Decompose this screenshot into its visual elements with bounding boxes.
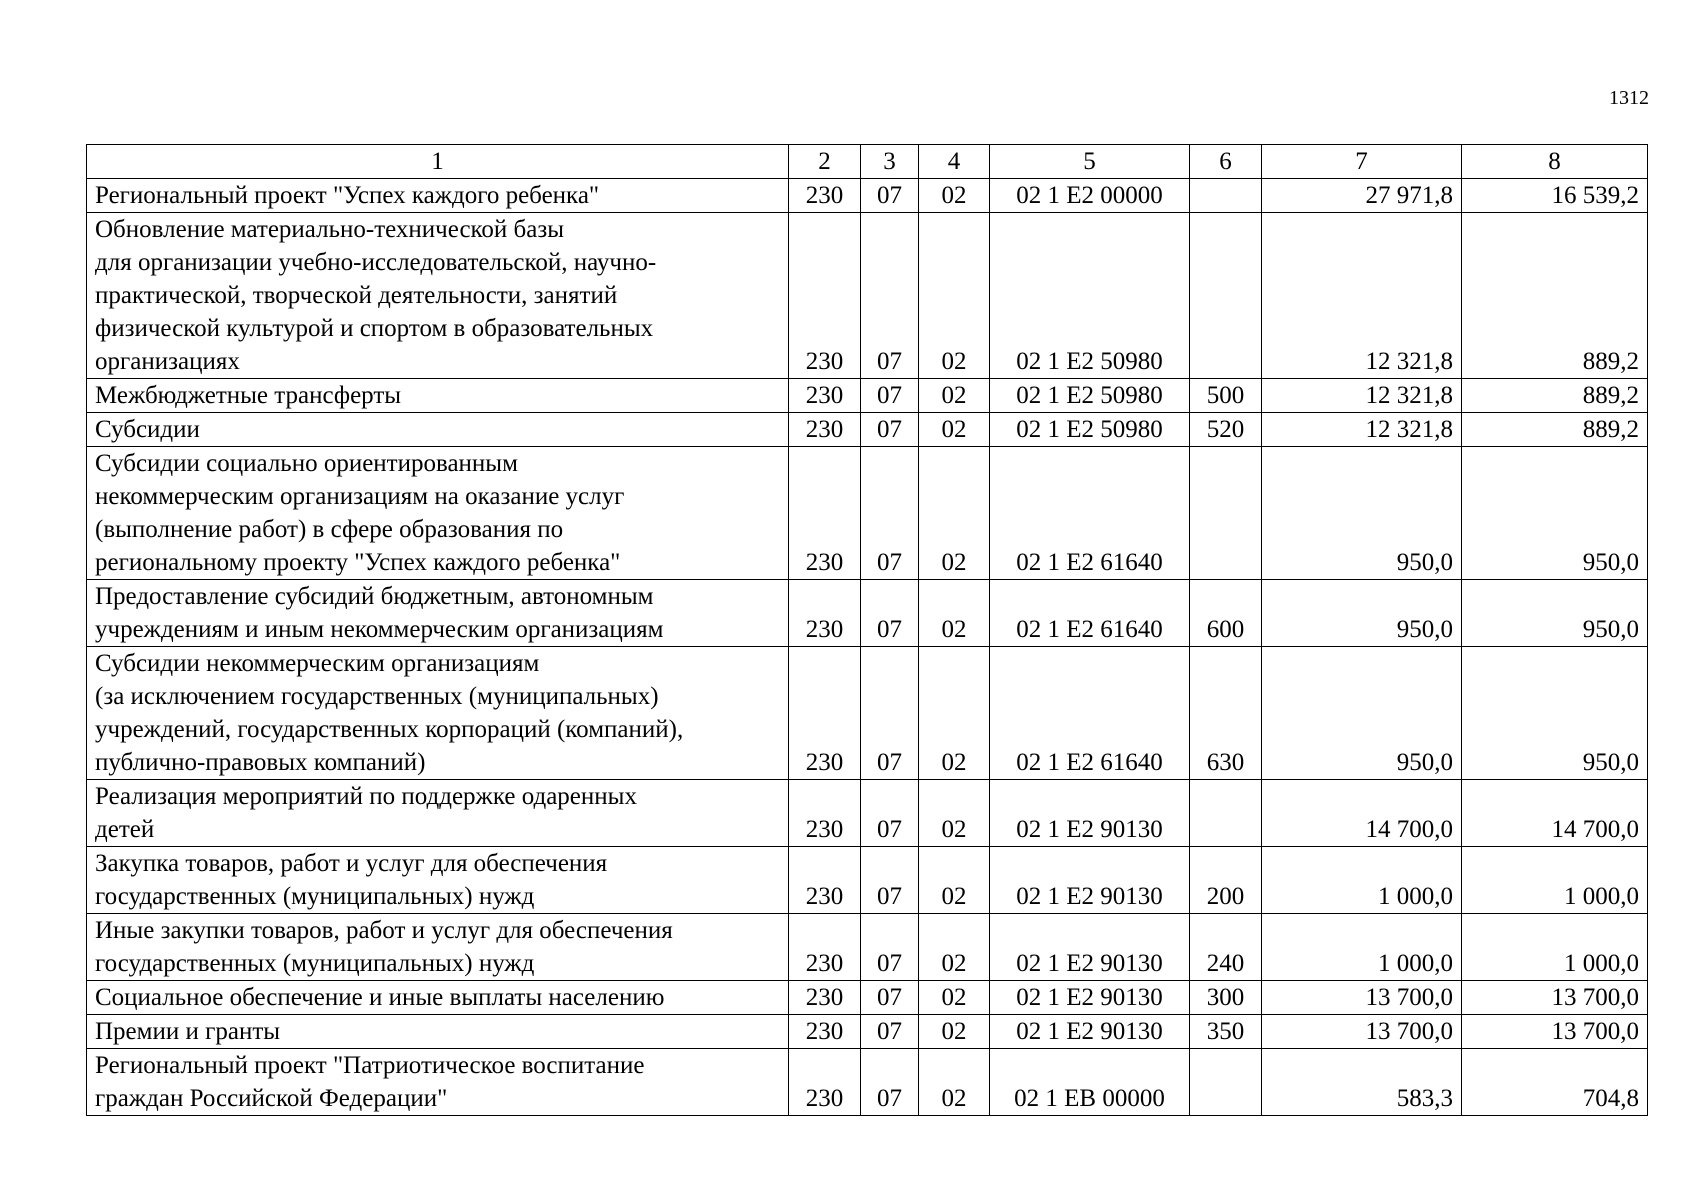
cell-amount-1: 12 321,8 — [1262, 413, 1462, 447]
table-row — [87, 213, 1648, 379]
cell-amount-2: 13 700,0 — [1462, 1015, 1648, 1049]
row-name: Региональный проект "Патриотическое воспитание граждан Российской Федерации" — [87, 1049, 789, 1116]
cell-amount-1: 1 000,0 — [1262, 914, 1462, 981]
cell-amount-1: 13 700,0 — [1262, 981, 1462, 1015]
cell-expense-type — [1190, 780, 1262, 847]
column-header: 1 — [87, 145, 789, 179]
table-row — [87, 379, 1648, 413]
cell-section: 07 — [861, 179, 919, 213]
cell-subsection: 02 — [919, 914, 990, 981]
cell-amount-2: 13 700,0 — [1462, 981, 1648, 1015]
cell-amount-2: 14 700,0 — [1462, 780, 1648, 847]
cell-amount-2: 889,2 — [1462, 413, 1648, 447]
cell-amount-1: 583,3 — [1262, 1049, 1462, 1116]
table-row — [87, 179, 1648, 213]
table-row — [87, 847, 1648, 914]
cell-subsection: 02 — [919, 780, 990, 847]
cell-ministry: 230 — [789, 1015, 861, 1049]
cell-amount-1: 14 700,0 — [1262, 780, 1462, 847]
cell-amount-2: 889,2 — [1462, 379, 1648, 413]
cell-section: 07 — [861, 847, 919, 914]
table-row — [87, 413, 1648, 447]
table-row — [87, 914, 1648, 981]
cell-expense-type — [1190, 179, 1262, 213]
table-row — [87, 647, 1648, 780]
cell-amount-2: 889,2 — [1462, 213, 1648, 379]
cell-target-article: 02 1 E2 61640 — [990, 447, 1190, 580]
cell-amount-1: 12 321,8 — [1262, 379, 1462, 413]
cell-target-article: 02 1 E2 90130 — [990, 981, 1190, 1015]
table-row — [87, 580, 1648, 647]
cell-section: 07 — [861, 413, 919, 447]
row-name: Региональный проект "Успех каждого ребенка" — [87, 179, 789, 213]
cell-ministry: 230 — [789, 780, 861, 847]
cell-ministry: 230 — [789, 413, 861, 447]
cell-expense-type: 350 — [1190, 1015, 1262, 1049]
cell-subsection: 02 — [919, 379, 990, 413]
row-name: Предоставление субсидий бюджетным, автономным учреждениям и иным некоммерческим организациям — [87, 580, 789, 647]
column-header: 8 — [1462, 145, 1648, 179]
column-header: 3 — [861, 145, 919, 179]
cell-target-article: 02 1 E2 90130 — [990, 914, 1190, 981]
cell-section: 07 — [861, 981, 919, 1015]
cell-section: 07 — [861, 580, 919, 647]
cell-target-article: 02 1 EB 00000 — [990, 1049, 1190, 1116]
row-name: Субсидии социально ориентированным некоммерческим организациям на оказание услуг (выполнение работ) в сфере образования по региональному проекту "Успех каждого ребенка" — [87, 447, 789, 580]
cell-section: 07 — [861, 1049, 919, 1116]
cell-section: 07 — [861, 780, 919, 847]
column-header: 7 — [1262, 145, 1462, 179]
budget-table — [86, 144, 1648, 1116]
cell-ministry: 230 — [789, 1049, 861, 1116]
cell-expense-type: 500 — [1190, 379, 1262, 413]
cell-amount-1: 27 971,8 — [1262, 179, 1462, 213]
row-name: Субсидии некоммерческим организациям (за исключением государственных (муниципальных) учреждений, государственных корпораций (компаний), публично-правовых компаний) — [87, 647, 789, 780]
row-name: Закупка товаров, работ и услуг для обеспечения государственных (муниципальных) нужд — [87, 847, 789, 914]
cell-section: 07 — [861, 914, 919, 981]
column-header: 6 — [1190, 145, 1262, 179]
cell-section: 07 — [861, 379, 919, 413]
cell-amount-1: 13 700,0 — [1262, 1015, 1462, 1049]
cell-expense-type — [1190, 1049, 1262, 1116]
cell-amount-1: 950,0 — [1262, 647, 1462, 780]
cell-target-article: 02 1 E2 90130 — [990, 1015, 1190, 1049]
table-row — [87, 1015, 1648, 1049]
cell-subsection: 02 — [919, 1049, 990, 1116]
cell-expense-type: 520 — [1190, 413, 1262, 447]
table-row — [87, 447, 1648, 580]
cell-ministry: 230 — [789, 580, 861, 647]
cell-expense-type: 200 — [1190, 847, 1262, 914]
cell-amount-2: 1 000,0 — [1462, 914, 1648, 981]
cell-ministry: 230 — [789, 447, 861, 580]
cell-ministry: 230 — [789, 914, 861, 981]
cell-subsection: 02 — [919, 580, 990, 647]
table-row — [87, 780, 1648, 847]
row-name: Социальное обеспечение и иные выплаты населению — [87, 981, 789, 1015]
cell-ministry: 230 — [789, 847, 861, 914]
cell-amount-2: 704,8 — [1462, 1049, 1648, 1116]
row-name: Субсидии — [87, 413, 789, 447]
cell-target-article: 02 1 E2 90130 — [990, 847, 1190, 914]
cell-subsection: 02 — [919, 413, 990, 447]
cell-ministry: 230 — [789, 379, 861, 413]
cell-subsection: 02 — [919, 447, 990, 580]
row-name: Реализация мероприятий по поддержке одаренных детей — [87, 780, 789, 847]
cell-target-article: 02 1 E2 00000 — [990, 179, 1190, 213]
cell-section: 07 — [861, 447, 919, 580]
cell-section: 07 — [861, 213, 919, 379]
cell-target-article: 02 1 E2 50980 — [990, 379, 1190, 413]
column-header: 5 — [990, 145, 1190, 179]
cell-ministry: 230 — [789, 647, 861, 780]
cell-target-article: 02 1 E2 50980 — [990, 413, 1190, 447]
cell-ministry: 230 — [789, 179, 861, 213]
cell-expense-type — [1190, 447, 1262, 580]
cell-section: 07 — [861, 1015, 919, 1049]
page-number: 1312 — [1609, 87, 1649, 109]
cell-subsection: 02 — [919, 1015, 990, 1049]
cell-expense-type: 630 — [1190, 647, 1262, 780]
cell-target-article: 02 1 E2 50980 — [990, 213, 1190, 379]
cell-amount-1: 950,0 — [1262, 447, 1462, 580]
table-row — [87, 1049, 1648, 1116]
cell-expense-type: 600 — [1190, 580, 1262, 647]
row-name: Межбюджетные трансферты — [87, 379, 789, 413]
cell-subsection: 02 — [919, 179, 990, 213]
cell-amount-2: 950,0 — [1462, 647, 1648, 780]
cell-amount-1: 950,0 — [1262, 580, 1462, 647]
cell-subsection: 02 — [919, 981, 990, 1015]
cell-subsection: 02 — [919, 213, 990, 379]
cell-subsection: 02 — [919, 847, 990, 914]
cell-amount-2: 950,0 — [1462, 447, 1648, 580]
cell-expense-type: 300 — [1190, 981, 1262, 1015]
cell-ministry: 230 — [789, 213, 861, 379]
cell-expense-type: 240 — [1190, 914, 1262, 981]
cell-target-article: 02 1 E2 61640 — [990, 580, 1190, 647]
row-name: Премии и гранты — [87, 1015, 789, 1049]
cell-amount-1: 12 321,8 — [1262, 213, 1462, 379]
cell-subsection: 02 — [919, 647, 990, 780]
cell-target-article: 02 1 E2 90130 — [990, 780, 1190, 847]
cell-expense-type — [1190, 213, 1262, 379]
table-row — [87, 981, 1648, 1015]
column-header: 4 — [919, 145, 990, 179]
cell-section: 07 — [861, 647, 919, 780]
cell-ministry: 230 — [789, 981, 861, 1015]
cell-amount-1: 1 000,0 — [1262, 847, 1462, 914]
row-name: Обновление материально-технической базы для организации учебно-исследовательской, научно- практической, творческой деятельности, занятий физической культурой и спортом в образовательных организациях — [87, 213, 789, 379]
cell-amount-2: 16 539,2 — [1462, 179, 1648, 213]
cell-target-article: 02 1 E2 61640 — [990, 647, 1190, 780]
cell-amount-2: 950,0 — [1462, 580, 1648, 647]
column-header: 2 — [789, 145, 861, 179]
table-header-row — [87, 145, 1648, 179]
cell-amount-2: 1 000,0 — [1462, 847, 1648, 914]
row-name: Иные закупки товаров, работ и услуг для обеспечения государственных (муниципальных) нужд — [87, 914, 789, 981]
